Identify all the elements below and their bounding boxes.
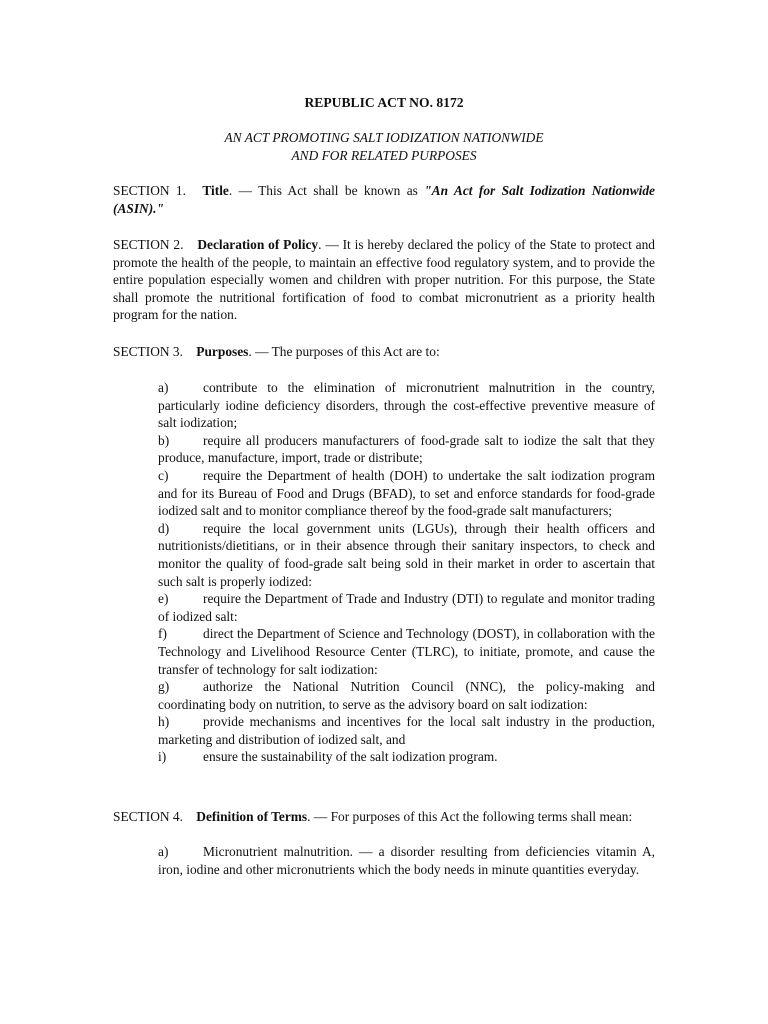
section-2 [113, 236, 655, 324]
section-3 [113, 343, 655, 361]
section-4-number: SECTION 4. [113, 809, 183, 824]
list-item-text: require the local government units (LGUs), through their health officers and nutritionists/dietitians, or in their absence through their sanitary inspectors, to check and monitor the quality of food-grade salt being sold in their market in order to ascertain that such salt is properly iodized: [158, 520, 655, 589]
list-marker: c) [158, 467, 169, 483]
section-1-text: . — This Act shall be known as [228, 183, 425, 198]
section-2-heading: Declaration of Policy [197, 237, 319, 252]
section-4-list [158, 843, 655, 878]
list-marker: b) [158, 432, 170, 448]
list-marker: g) [158, 679, 170, 695]
list-item [158, 625, 655, 678]
list-item-text: contribute to the elimination of micronutrient malnutrition in the country, particularly iodine deficiency disorders, through the cost-effective preventive measure of salt iodization; [158, 380, 655, 431]
section-1-heading: Title [202, 183, 229, 198]
list-item [158, 590, 655, 625]
section-2-number: SECTION 2. [113, 237, 184, 252]
list-item-text: require the Department of Trade and Industry (DTI) to regulate and monitor trading of iodized salt: [158, 591, 655, 624]
list-marker: f) [158, 626, 167, 642]
act-title: REPUBLIC ACT NO. 8172 [304, 95, 464, 110]
list-marker: i) [158, 749, 167, 765]
list-marker: d) [158, 520, 170, 536]
act-subtitle [0, 129, 768, 165]
list-item-text: Micronutrient malnutrition. — a disorder resulting from deficiencies vitamin A, iron, iodine and other micronutrients which the body needs in minute quantities everyday. [158, 844, 655, 877]
section-4-heading: Definition of Terms [196, 809, 308, 824]
list-marker: a) [158, 380, 169, 395]
list-item-text: direct the Department of Science and Technology (DOST), in collaboration with the Technology and Livelihood Resource Center (TLRC), to initiate, promote, and cause the transfer of technology for salt iodization: [158, 626, 655, 677]
list-item [158, 678, 655, 713]
section-2-text: . — It is hereby declared the policy of the State to protect and promote the health of the people, to maintain an effective food regulatory system, and to provide the entire population especially women and children with proper nutrition. For this purpose, the State shall promote the nutritional fortification of food to combat micronutrient as a priority health program for the nation. [113, 237, 655, 323]
section-3-number: SECTION 3. [113, 344, 183, 359]
list-item [158, 748, 655, 766]
subtitle-line-2: AND FOR RELATED PURPOSES [291, 148, 477, 163]
list-marker: a) [158, 844, 169, 859]
list-item [158, 843, 655, 878]
section-4-text: . — For purposes of this Act the following terms shall mean: [307, 809, 633, 824]
list-item [158, 713, 655, 748]
section-3-heading: Purposes [196, 344, 249, 359]
section-1-quote: "An Act for Salt Iodization Nationwide (ASIN)." [113, 183, 655, 216]
list-item-text: authorize the National Nutrition Council (NNC), the policy-making and coordinating body on nutrition, to serve as the advisory board on salt iodization: [158, 679, 655, 712]
section-3-text: . — The purposes of this Act are to: [248, 344, 440, 359]
section-1 [113, 182, 655, 217]
list-item [158, 520, 655, 590]
list-item-text: ensure the sustainability of the salt iodization program. [203, 749, 498, 765]
list-item-text: require all producers manufacturers of food-grade salt to iodize the salt that they produce, manufacture, import, trade or distribute; [158, 432, 655, 466]
list-marker: h) [158, 714, 170, 730]
list-item [158, 379, 655, 432]
list-item [158, 467, 655, 520]
list-item-text: require the Department of health (DOH) to undertake the salt iodization program and for its Bureau of Food and Drugs (BFAD), to set and enforce standards for food-grade iodized salt and to monitor compliance thereof by the food-grade salt manufacturers; [158, 467, 655, 519]
list-item-text: provide mechanisms and incentives for the local salt industry in the production, marketing and distribution of iodized salt, and [158, 714, 655, 747]
section-1-number: SECTION 1. [113, 183, 186, 198]
section-3-list [158, 379, 655, 766]
list-marker: e) [158, 591, 169, 607]
subtitle-line-1: AN ACT PROMOTING SALT IODIZATION NATIONWIDE [224, 130, 544, 145]
list-item [158, 432, 655, 467]
section-4 [113, 808, 655, 826]
